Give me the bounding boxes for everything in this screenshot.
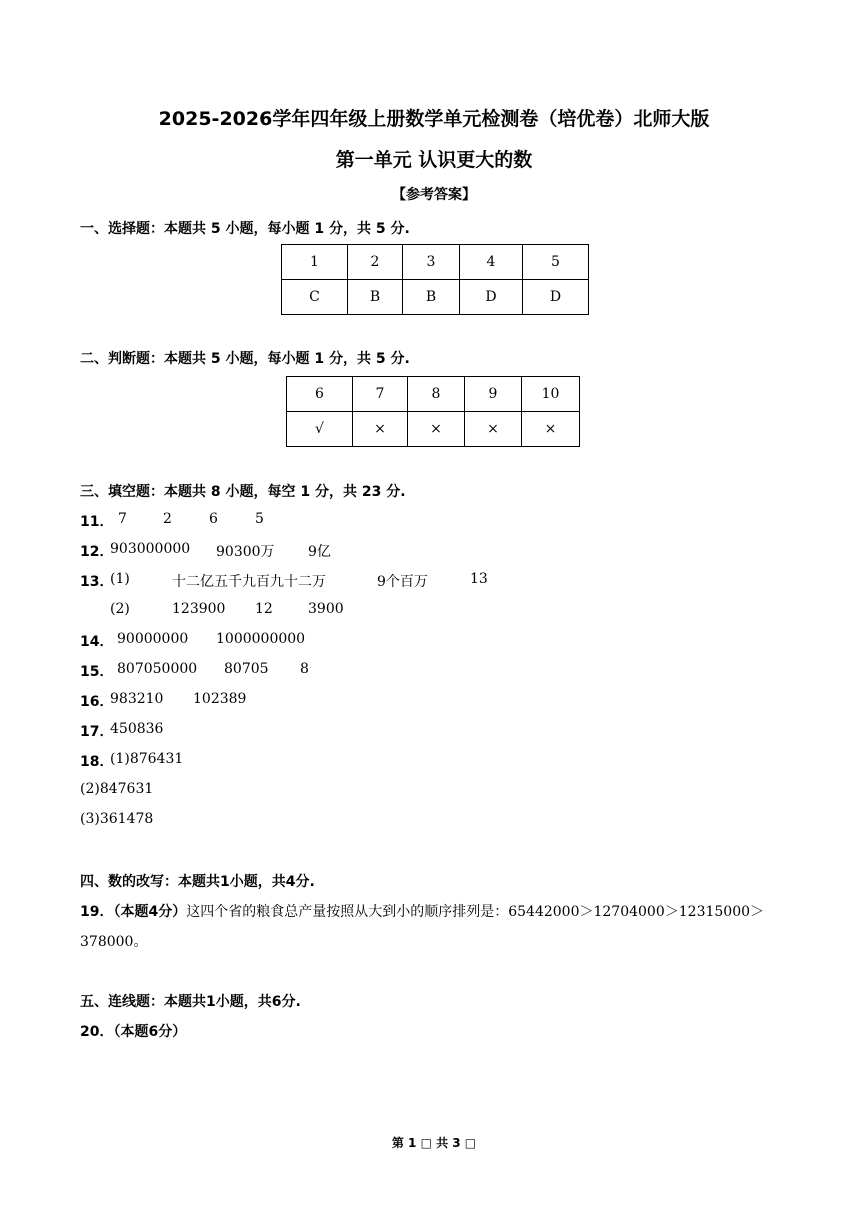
answer-line-18-part-2: (2)847631: [80, 781, 154, 797]
answer-cell: ×: [465, 412, 522, 447]
sub-question-label: (2): [110, 601, 130, 617]
judgement-answer-table: [286, 376, 580, 447]
question-number: 18．: [80, 754, 114, 770]
answer-line-20: [80, 1021, 186, 1041]
question-number-cell: 3: [403, 245, 460, 280]
answer-cell: ×: [408, 412, 465, 447]
answer-value: 450836: [110, 721, 164, 737]
answer-value: 90300万: [216, 544, 275, 560]
answer-value: 903000000: [110, 541, 191, 557]
question-number: 19．: [80, 904, 114, 920]
question-number: 15．: [80, 664, 114, 680]
question-number-cell: 2: [348, 245, 403, 280]
question-number: 13．: [80, 574, 114, 590]
answer-value: 1000000000: [216, 631, 306, 647]
question-number-cell: 5: [523, 245, 589, 280]
answer-cell: √: [287, 412, 353, 447]
question-number-cell: 6: [287, 377, 353, 412]
answer-value: 80705: [224, 661, 269, 677]
answer-value: 十二亿五千九百九十二万: [172, 574, 326, 590]
score-label: （本题6分）: [113, 1024, 187, 1040]
table-row: [287, 412, 580, 447]
table-row: [287, 377, 580, 412]
section-3-heading: 三、填空题：本题共 8 小题，每空 1 分，共 23 分.: [80, 484, 406, 500]
answer-value: 102389: [193, 691, 247, 707]
answer-value: 7: [118, 511, 127, 527]
question-number: 14．: [80, 634, 114, 650]
choice-answer-table: [281, 244, 589, 315]
answer-label: 【参考答案】: [392, 187, 476, 203]
answer-line-13-part-1: [80, 571, 488, 591]
answer-value: 6: [209, 511, 218, 527]
answer-line-12: [80, 541, 331, 561]
answer-value: 983210: [110, 691, 164, 707]
score-label: （本题4分）: [113, 904, 187, 920]
section-1-heading: 一、选择题：本题共 5 小题，每小题 1 分，共 5 分.: [80, 221, 410, 237]
answer-value: 12: [255, 601, 273, 617]
question-number: 20．: [80, 1024, 114, 1040]
section-5-heading: 五、连线题：本题共1小题，共6分.: [80, 994, 301, 1010]
question-number-cell: 1: [282, 245, 348, 280]
answer-value: 5: [255, 511, 264, 527]
question-number-cell: 10: [522, 377, 580, 412]
question-number-cell: 8: [408, 377, 465, 412]
table-row: [282, 245, 589, 280]
answer-text: 这四个省的粮食总产量按照从大到小的顺序排列是：65442000＞12704000＞12315000＞: [186, 904, 765, 920]
answer-line-11: [80, 511, 264, 531]
answer-value: 123900: [172, 601, 226, 617]
answer-line-16: [80, 691, 247, 711]
answer-value: 2: [163, 511, 172, 527]
answer-value: 9个百万: [377, 574, 428, 590]
answer-cell: D: [460, 280, 523, 315]
answer-value: 13: [470, 571, 488, 587]
table-row: [282, 280, 589, 315]
answer-line-18: [80, 751, 184, 771]
answer-cell: B: [403, 280, 460, 315]
question-number: 12．: [80, 544, 114, 560]
document-title: 2025-2026学年四年级上册数学单元检测卷（培优卷）北师大版: [158, 108, 710, 130]
answer-value: 9亿: [308, 544, 331, 560]
answer-cell: D: [523, 280, 589, 315]
section-2-heading: 二、判断题：本题共 5 小题，每小题 1 分，共 5 分.: [80, 351, 410, 367]
answer-cell: C: [282, 280, 348, 315]
answer-value: 3900: [308, 601, 344, 617]
question-number: 17．: [80, 724, 114, 740]
answer-cell: B: [348, 280, 403, 315]
answer-line-18-part-3: (3)361478: [80, 811, 154, 827]
answer-cell: ×: [522, 412, 580, 447]
unit-title: 第一单元 认识更大的数: [335, 149, 533, 171]
question-number: 16．: [80, 694, 114, 710]
answer-value: 807050000: [117, 661, 198, 677]
answer-line-19-continued: 378000。: [80, 934, 148, 950]
answer-line-17: [80, 721, 164, 741]
question-number: 11．: [80, 514, 114, 530]
answer-line-14: [80, 631, 306, 651]
answer-value: 8: [300, 661, 309, 677]
answer-cell: ×: [353, 412, 408, 447]
sub-question-label: (1): [110, 571, 130, 587]
answer-line-19: [80, 901, 764, 921]
section-4-heading: 四、数的改写：本题共1小题，共4分.: [80, 874, 315, 890]
answer-value: (1)876431: [110, 751, 184, 767]
answer-value: 90000000: [117, 631, 189, 647]
answer-line-15: [80, 661, 309, 681]
page-number: 第 1 □ 共 3 □: [391, 1136, 477, 1150]
question-number-cell: 9: [465, 377, 522, 412]
question-number-cell: 7: [353, 377, 408, 412]
question-number-cell: 4: [460, 245, 523, 280]
